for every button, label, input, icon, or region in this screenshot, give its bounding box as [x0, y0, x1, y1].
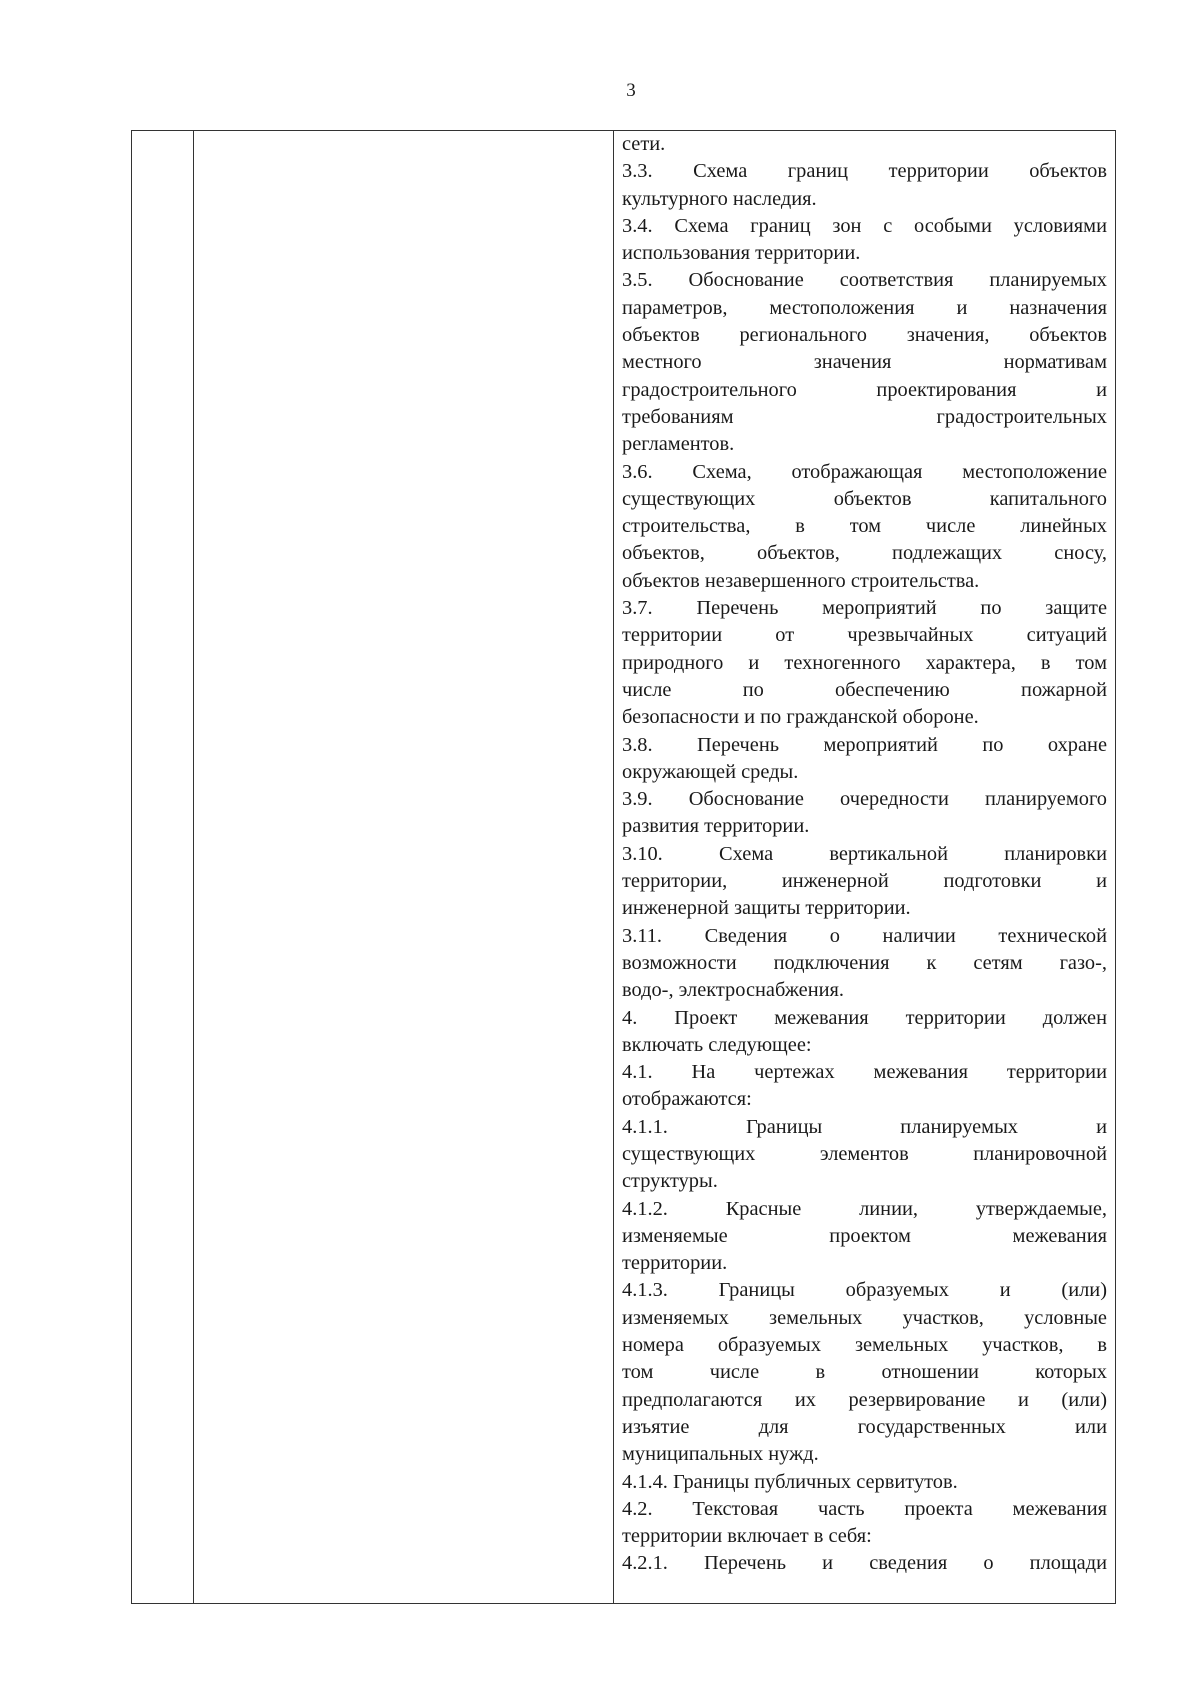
text-line: существующих элементов планировочной [622, 1142, 1107, 1165]
text-line: муниципальных нужд. [622, 1443, 819, 1466]
document-table [131, 130, 1116, 1604]
text-line: структуры. [622, 1170, 718, 1193]
text-line: объектов регионального значения, объектов [622, 324, 1107, 347]
text-line: 3.6. Схема, отображающая местоположение [622, 460, 1107, 483]
text-line: 3.7. Перечень мероприятий по защите [622, 597, 1107, 620]
text-line: изменяемые проектом межевания [622, 1224, 1107, 1247]
text-line: числе по обеспечению пожарной [622, 678, 1107, 701]
text-line: сети. [622, 133, 666, 155]
text-line: культурного наследия. [622, 187, 817, 210]
text-line: изъятие для государственных или [622, 1415, 1107, 1438]
text-line: 4.2.1. Перечень и сведения о площади [622, 1552, 1107, 1575]
text-line: требованиям градостроительных [622, 405, 1107, 428]
text-line: параметров, местоположения и назначения [622, 296, 1107, 319]
text-line: 4.1.3. Границы образуемых и (или) [622, 1279, 1107, 1302]
page-number: 3 [626, 80, 636, 101]
text-line: том числе в отношении которых [622, 1361, 1107, 1384]
text-line: водо-, электроснабжения. [622, 979, 845, 1002]
text-line: 4.1. На чертежах межевания территории [622, 1061, 1107, 1084]
text-line: безопасности и по гражданской обороне. [622, 706, 979, 729]
text-line: 4.1.1. Границы планируемых и [622, 1115, 1107, 1138]
text-line: территории от чрезвычайных ситуаций [622, 624, 1107, 647]
text-line: 3.5. Обоснование соответствия планируемых [622, 269, 1107, 292]
text-line: использования территории. [622, 242, 861, 265]
text-line: изменяемых земельных участков, условные [622, 1306, 1107, 1329]
text-line: 3.4. Схема границ зон с особыми условиями [622, 214, 1107, 237]
text-line: отображаются: [622, 1088, 752, 1111]
text-line: территории включает в себя: [622, 1525, 872, 1548]
text-line: объектов, объектов, подлежащих сносу, [622, 542, 1107, 565]
text-line: градостроительного проектирования и [622, 378, 1107, 401]
text-column [622, 131, 1107, 1578]
text-line: 3.3. Схема границ территории объектов [622, 160, 1107, 183]
text-line: номера образуемых земельных участков, в [622, 1334, 1107, 1357]
text-line: 4.1.4. Границы публичных сервитутов. [622, 1470, 958, 1493]
text-line: объектов незавершенного строительства. [622, 569, 980, 592]
text-line: 4.1.2. Красные линии, утверждаемые, [622, 1197, 1107, 1220]
text-line: 3.8. Перечень мероприятий по охране [622, 733, 1107, 756]
text-line: территории, инженерной подготовки и [622, 870, 1107, 893]
text-line: предполагаются их резервирование и (или) [622, 1388, 1107, 1411]
text-line: природного и техногенного характера, в том [622, 651, 1107, 674]
text-line: 4. Проект межевания территории должен [622, 1006, 1107, 1029]
text-line: местного значения нормативам [622, 351, 1107, 374]
column-divider [193, 131, 194, 1603]
text-line: развития территории. [622, 815, 810, 838]
text-line: 3.11. Сведения о наличии технической [622, 924, 1107, 947]
text-line: существующих объектов капитального [622, 487, 1107, 510]
text-line: регламентов. [622, 433, 735, 456]
text-line: 3.9. Обоснование очередности планируемого [622, 788, 1107, 811]
text-line: включать следующее: [622, 1033, 812, 1056]
text-line: 4.2. Текстовая часть проекта межевания [622, 1497, 1107, 1520]
text-line: строительства, в том числе линейных [622, 515, 1107, 538]
text-line: 3.10. Схема вертикальной планировки [622, 842, 1107, 865]
text-line: инженерной защиты территории. [622, 897, 911, 920]
text-line: возможности подключения к сетям газо-, [622, 951, 1107, 974]
text-line: территории. [622, 1252, 728, 1275]
text-line: окружающей среды. [622, 760, 799, 783]
column-divider [613, 131, 614, 1603]
